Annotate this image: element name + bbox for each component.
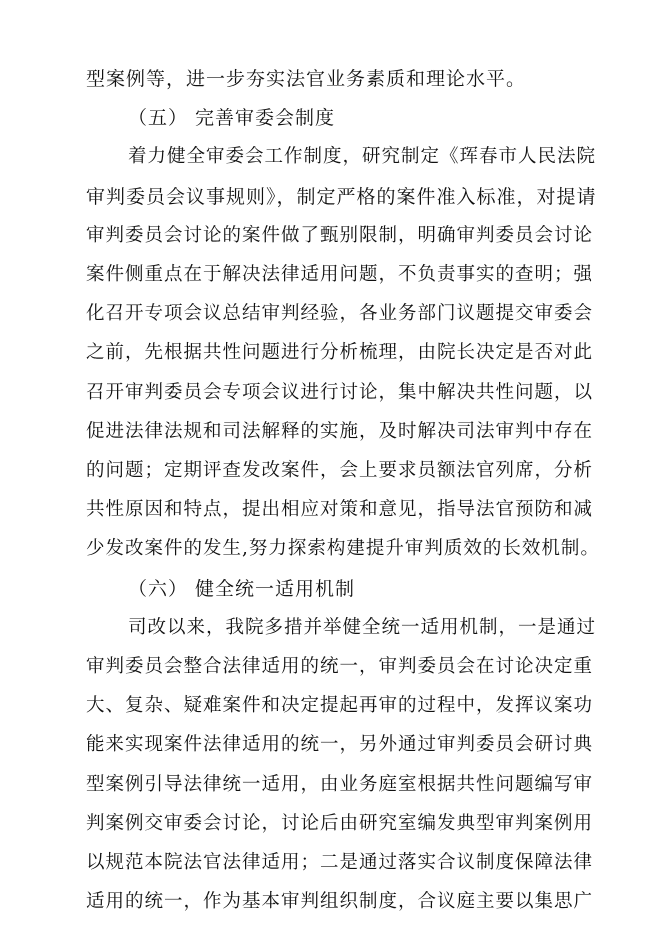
paragraph-line: 判案例交审委会讨论，讨论后由研究室编发典型审判案例用: [86, 812, 594, 834]
paragraph-line: 型案例引导法律统一适用，由业务庭室根据共性问题编写审: [86, 773, 594, 795]
paragraph-line: 化召开专项会议总结审判经验，各业务部门议题提交审委会: [86, 303, 594, 325]
paragraph-line: 着力健全审委会工作制度，研究制定《珲春市人民法院: [128, 146, 597, 168]
paragraph-line: 以规范本院法官法律适用；二是通过落实合议制度保障法律: [86, 852, 594, 873]
paragraph-line: 共性原因和特点，提出相应对策和意见，指导法官预防和减: [86, 499, 594, 521]
paragraph-line: 的问题；定期评查发改案件，会上要求员额法官列席，分析: [86, 460, 594, 481]
paragraph-line: 适用的统一，作为基本审判组织制度，合议庭主要以集思广: [86, 891, 594, 913]
paragraph-line: 之前，先根据共性问题进行分析梳理，由院长决定是否对此: [86, 342, 594, 364]
section-heading: （五） 完善审委会制度: [128, 107, 336, 130]
paragraph-line: 审判委员会整合法律适用的统一，审判委员会在讨论决定重: [86, 656, 594, 677]
paragraph-line: 促进法律法规和司法解释的实施，及时解决司法审判中存在: [86, 420, 594, 442]
paragraph-line: 案件侧重点在于解决法律适用问题，不负责事实的查明；强: [86, 264, 594, 285]
section-heading: （六） 健全统一适用机制: [128, 577, 356, 600]
paragraph-line: 少发改案件的发生,努力探索构建提升审判质效的长效机制。: [86, 538, 600, 560]
paragraph-line: 审判委员会议事规则》，制定严格的案件准入标准，对提请: [86, 185, 597, 208]
paragraph-line: 大、复杂、疑难案件和决定提起再审的过程中，发挥议案功: [86, 695, 594, 717]
paragraph-line: 司改以来，我院多措并举健全统一适用机制，一是通过: [128, 616, 597, 638]
paragraph-line: 召开审判委员会专项会议进行讨论，集中解决共性问题，以: [86, 381, 594, 403]
paragraph-line: 能来实现案件法律适用的统一，另外通过审判委员会研讨典: [86, 734, 594, 756]
paragraph-line: 审判委员会讨论的案件做了甄别限制，明确审判委员会讨论: [86, 224, 594, 246]
paragraph-line: 型案例等，进一步夯实法官业务素质和理论水平。: [86, 68, 527, 90]
